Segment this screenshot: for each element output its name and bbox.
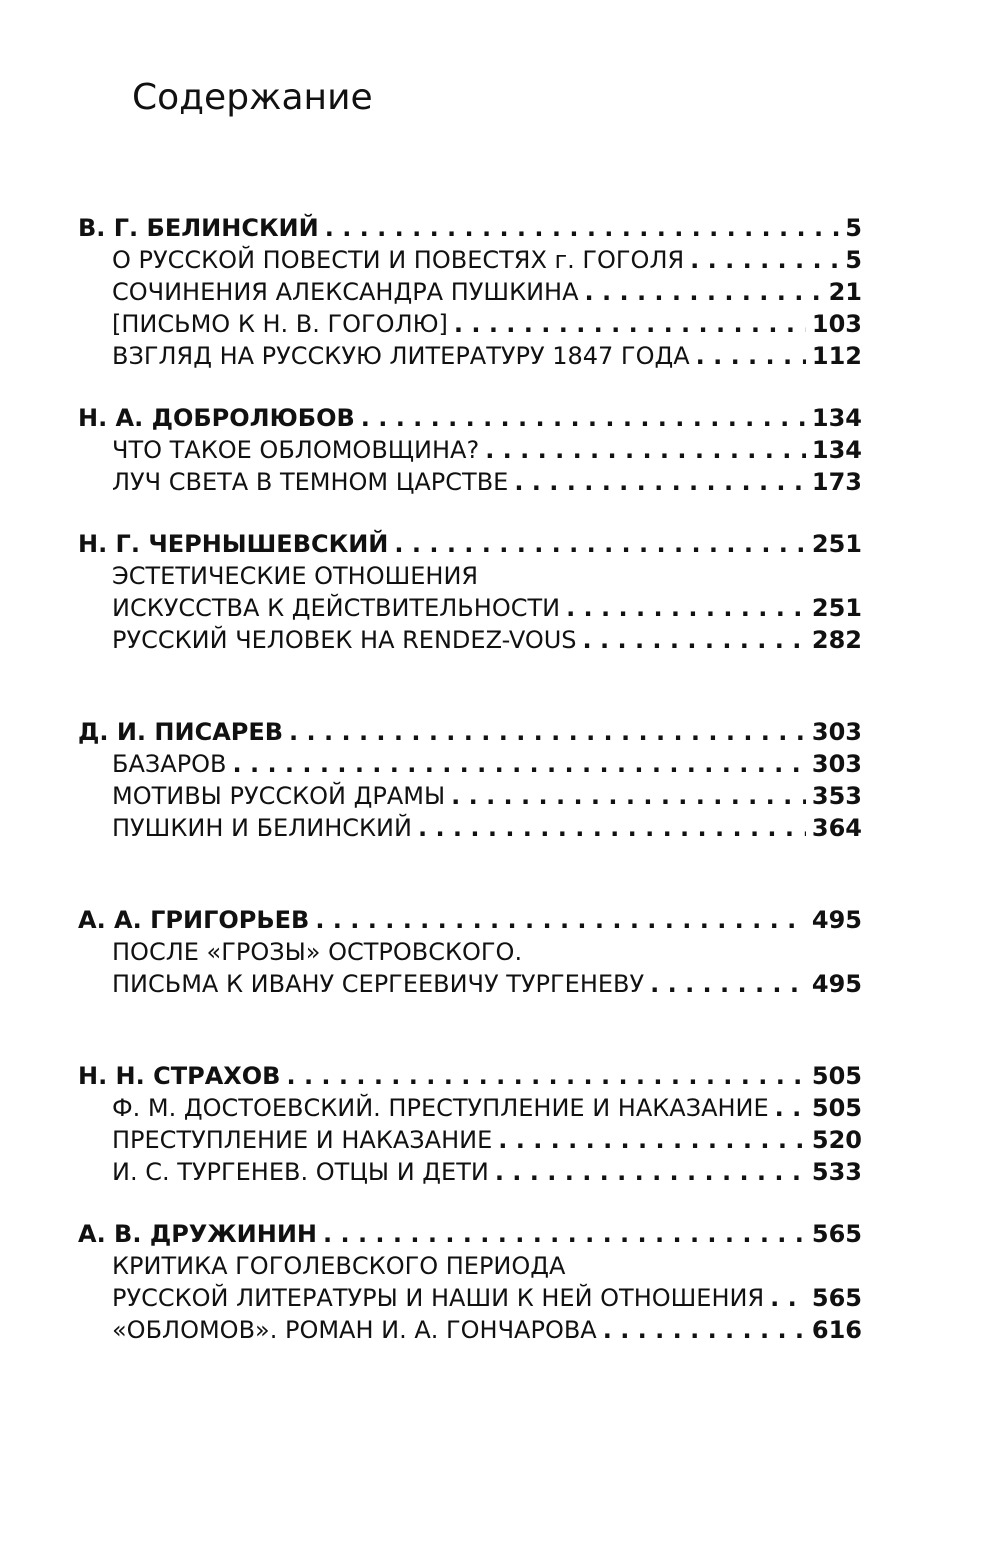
entry-title: СОЧИНЕНИЯ АЛЕКСАНДРА ПУШКИНА	[112, 278, 579, 306]
entry-title: ПРЕСТУПЛЕНИЕ И НАКАЗАНИЕ	[112, 1126, 493, 1154]
page-number: 103	[811, 310, 862, 338]
page-number: 21	[828, 278, 862, 306]
toc-entry[interactable]	[78, 1092, 862, 1124]
dot-leader	[361, 402, 806, 434]
toc-author-row[interactable]	[78, 528, 862, 560]
entry-title: [ПИСЬМО К Н. В. ГОГОЛЮ]	[112, 310, 448, 338]
toc-entry[interactable]	[78, 1156, 862, 1188]
dot-leader	[454, 308, 806, 340]
dot-leader	[315, 904, 806, 936]
entry-title: РУССКОЙ ЛИТЕРАТУРЫ И НАШИ К НЕЙ ОТНОШЕНИЯ	[112, 1284, 765, 1312]
author-name: Н. А. ДОБРОЛЮБОВ	[78, 404, 355, 432]
entry-title: ЭСТЕТИЧЕСКИЕ ОТНОШЕНИЯ	[112, 562, 479, 590]
dot-leader	[566, 592, 806, 624]
toc-entry[interactable]	[78, 936, 862, 968]
entry-title: КРИТИКА ГОГОЛЕВСКОГО ПЕРИОДА	[112, 1252, 566, 1280]
dot-leader	[603, 1314, 806, 1346]
toc-entry[interactable]	[78, 308, 862, 340]
author-name: Н. Г. ЧЕРНЫШЕВСКИЙ	[78, 530, 389, 558]
page-number: 565	[811, 1284, 862, 1312]
dot-leader	[495, 1156, 806, 1188]
page-number: 616	[811, 1316, 862, 1344]
toc-entry[interactable]	[78, 466, 862, 498]
dot-leader	[690, 244, 839, 276]
page-number: 353	[811, 782, 862, 810]
page-number: 5	[845, 246, 862, 274]
toc-entry[interactable]	[78, 624, 862, 656]
dot-leader	[323, 1218, 806, 1250]
author-name: В. Г. БЕЛИНСКИЙ	[78, 214, 319, 242]
dot-leader	[485, 434, 806, 466]
toc-section	[78, 716, 862, 844]
page-number: 495	[811, 970, 862, 998]
page-number: 505	[811, 1062, 862, 1090]
page-title: Содержание	[132, 77, 373, 118]
author-name: А. А. ГРИГОРЬЕВ	[78, 906, 310, 934]
toc-section	[78, 904, 862, 1000]
entry-title: О РУССКОЙ ПОВЕСТИ И ПОВЕСТЯХ г. ГОГОЛЯ	[112, 246, 685, 274]
dot-leader	[451, 780, 806, 812]
page-number: 505	[811, 1094, 862, 1122]
entry-title: ИСКУССТВА К ДЕЙСТВИТЕЛЬНОСТИ	[112, 594, 561, 622]
toc-entry[interactable]	[78, 1124, 862, 1156]
dot-leader	[696, 340, 806, 372]
toc-entry[interactable]	[78, 748, 862, 780]
page-number: 303	[811, 718, 862, 746]
toc-author-row[interactable]	[78, 212, 862, 244]
toc-section	[78, 528, 862, 656]
entry-title: БАЗАРОВ	[112, 750, 227, 778]
toc-author-row[interactable]	[78, 904, 862, 936]
dot-leader	[585, 276, 823, 308]
toc-entry[interactable]	[78, 780, 862, 812]
entry-title: ПОСЛЕ «ГРОЗЫ» ОСТРОВСКОГО.	[112, 938, 523, 966]
page-number: 533	[811, 1158, 862, 1186]
toc-section	[78, 1218, 862, 1346]
entry-title: И. С. ТУРГЕНЕВ. ОТЦЫ И ДЕТИ	[112, 1158, 489, 1186]
dot-leader	[289, 716, 806, 748]
toc-entry[interactable]	[78, 812, 862, 844]
toc-entry[interactable]	[78, 1282, 862, 1314]
page-number: 112	[811, 342, 862, 370]
page-number: 251	[811, 594, 862, 622]
dot-leader	[514, 466, 806, 498]
entry-title: РУССКИЙ ЧЕЛОВЕК НА RENDEZ-VOUS	[112, 626, 577, 654]
page-number: 251	[811, 530, 862, 558]
toc-entry[interactable]	[78, 1250, 862, 1282]
toc-entry[interactable]	[78, 560, 862, 592]
entry-title: ЧТО ТАКОЕ ОБЛОМОВЩИНА?	[112, 436, 480, 464]
dot-leader	[583, 624, 806, 656]
page-number: 282	[811, 626, 862, 654]
toc-entry[interactable]	[78, 968, 862, 1000]
page-number: 364	[811, 814, 862, 842]
entry-title: МОТИВЫ РУССКОЙ ДРАМЫ	[112, 782, 446, 810]
author-name: А. В. ДРУЖИНИН	[78, 1220, 318, 1248]
toc-entry[interactable]	[78, 244, 862, 276]
page-number: 495	[811, 906, 862, 934]
dot-leader	[418, 812, 806, 844]
dot-leader	[770, 1282, 806, 1314]
toc-section	[78, 1060, 862, 1188]
author-name: Д. И. ПИСАРЕВ	[78, 718, 284, 746]
page-number: 134	[811, 436, 862, 464]
toc-entry[interactable]	[78, 340, 862, 372]
page-number: 520	[811, 1126, 862, 1154]
toc-entry[interactable]	[78, 434, 862, 466]
toc-entry[interactable]	[78, 276, 862, 308]
toc-author-row[interactable]	[78, 1218, 862, 1250]
entry-title: Ф. М. ДОСТОЕВСКИЙ. ПРЕСТУПЛЕНИЕ И НАКАЗАНИЕ	[112, 1094, 769, 1122]
toc-section	[78, 402, 862, 498]
toc-entry[interactable]	[78, 1314, 862, 1346]
entry-title: ПИСЬМА К ИВАНУ СЕРГЕЕВИЧУ ТУРГЕНЕВУ	[112, 970, 645, 998]
entry-title: ПУШКИН И БЕЛИНСКИЙ	[112, 814, 412, 842]
toc-author-row[interactable]	[78, 402, 862, 434]
entry-title: ВЗГЛЯД НА РУССКУЮ ЛИТЕРАТУРУ 1847 ГОДА	[112, 342, 690, 370]
page-number: 173	[811, 468, 862, 496]
dot-leader	[325, 212, 840, 244]
dot-leader	[775, 1092, 806, 1124]
page-number: 303	[811, 750, 862, 778]
dot-leader	[233, 748, 806, 780]
page-number: 5	[845, 214, 862, 242]
toc-author-row[interactable]	[78, 1060, 862, 1092]
toc-section	[78, 212, 862, 372]
dot-leader	[650, 968, 806, 1000]
page-number: 134	[811, 404, 862, 432]
page-number: 565	[811, 1220, 862, 1248]
author-name: Н. Н. СТРАХОВ	[78, 1062, 281, 1090]
entry-title: «ОБЛОМОВ». РОМАН И. А. ГОНЧАРОВА	[112, 1316, 597, 1344]
dot-leader	[286, 1060, 805, 1092]
dot-leader	[498, 1124, 806, 1156]
dot-leader	[394, 528, 805, 560]
toc-author-row[interactable]	[78, 716, 862, 748]
table-of-contents	[78, 212, 862, 1376]
entry-title: ЛУЧ СВЕТА В ТЕМНОМ ЦАРСТВЕ	[112, 468, 509, 496]
toc-entry[interactable]	[78, 592, 862, 624]
